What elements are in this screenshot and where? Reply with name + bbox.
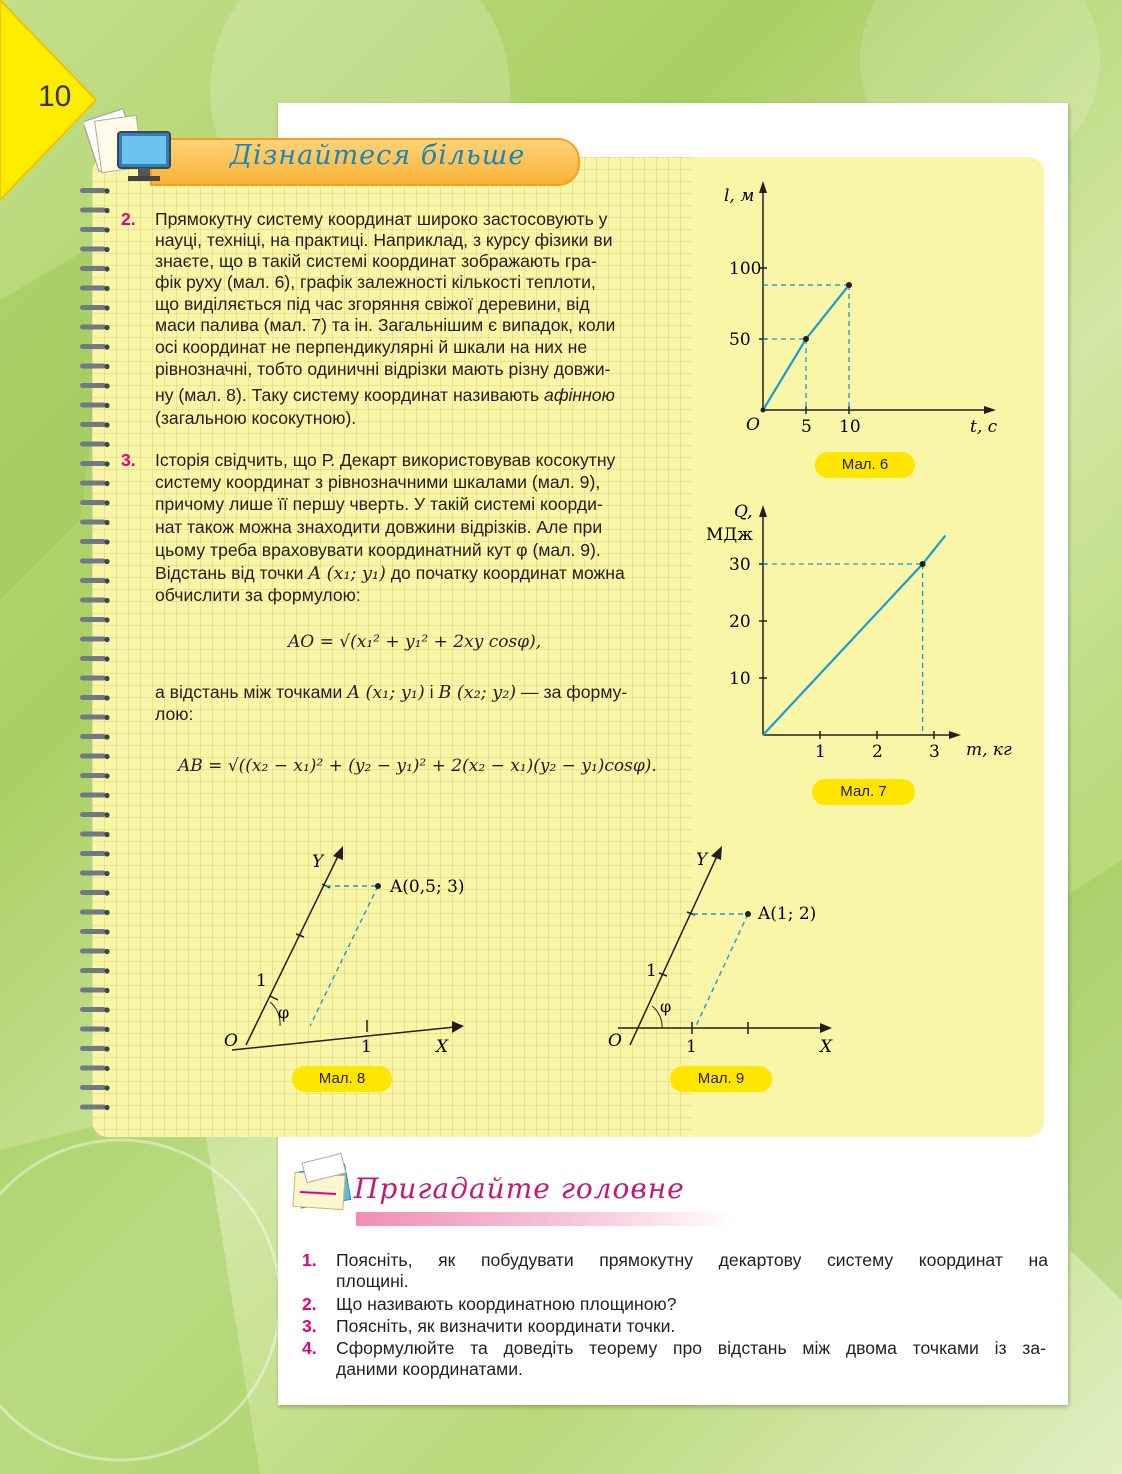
x-axis-arrow [820, 1023, 832, 1033]
question-number: 4. [302, 1338, 317, 1358]
text-line: рівнозначні, тобто одиничні відрізки мають різну довжи- [155, 359, 611, 379]
spiral-binding [78, 182, 112, 1127]
tick [270, 996, 278, 1000]
spiral-ring [80, 305, 106, 310]
spiral-hole [104, 929, 109, 934]
angle-label: φ [278, 1003, 290, 1022]
origin-label: O [608, 1031, 622, 1051]
text-line: фік руху (мал. 6), графік залежності кількості теплоти, [155, 272, 596, 292]
spiral-hole [104, 715, 109, 720]
figure-8-oblique-axes [210, 840, 510, 1070]
spiral-hole [104, 559, 109, 564]
figure-9-oblique-axes [600, 840, 880, 1070]
spiral-hole [104, 500, 109, 505]
spiral-ring [80, 500, 106, 505]
spiral-ring [80, 442, 106, 447]
spiral-ring [80, 793, 106, 798]
spiral-hole [104, 676, 109, 681]
caption-fig7: Мал. 7 [812, 779, 915, 805]
spiral-ring [80, 754, 106, 759]
spiral-hole [104, 890, 109, 895]
point-label: A(1; 2) [758, 904, 817, 924]
spiral-hole [104, 968, 109, 973]
spiral-hole [104, 1105, 109, 1110]
unit-x-label: 1 [686, 1037, 697, 1057]
spiral-hole [104, 227, 109, 232]
spiral-hole [104, 793, 109, 798]
text-line: причому лише її першу чверть. У такій системі коорди- [155, 494, 603, 514]
projection-line [310, 886, 378, 1026]
spiral-hole [104, 188, 109, 193]
y-tick-label: 50 [729, 330, 751, 350]
spiral-hole [104, 637, 109, 642]
figure-6-graph [700, 175, 1020, 445]
question-text: Поясніть, як побудувати прямокутну декартову систему координат на [336, 1250, 1048, 1270]
text-line: знаєте, що в такій системі координат зображають гра- [155, 251, 597, 271]
spiral-hole [104, 578, 109, 583]
notebook-icon [288, 1152, 354, 1214]
text-line: а відстань між точками A (x₁; y₁) і B (x₂; y₂) — за форму- [155, 682, 628, 703]
y-axis [246, 852, 340, 1045]
projection-line [695, 914, 748, 1028]
text-line: науці, техніці, на практиці. Наприклад, з курсу фізики ви [155, 230, 613, 250]
x-axis [232, 1027, 455, 1050]
spiral-ring [80, 286, 106, 291]
spiral-ring [80, 461, 106, 466]
spiral-ring [80, 1046, 106, 1051]
spiral-hole [104, 1046, 109, 1051]
spiral-ring [80, 890, 106, 895]
caption-fig6: Мал. 6 [815, 452, 915, 478]
x-axis-arrow [984, 406, 996, 414]
spiral-ring [80, 1085, 106, 1090]
spiral-ring [80, 481, 106, 486]
spiral-ring [80, 188, 106, 193]
question-text: даними координатами. [336, 1359, 523, 1379]
data-point [803, 336, 809, 342]
text-line: осі координат не перпендикулярні й шкали на них не [155, 337, 588, 357]
computer-icon [84, 108, 180, 188]
spiral-hole [104, 1027, 109, 1032]
spiral-hole [104, 773, 109, 778]
x-axis-label: X [436, 1037, 449, 1057]
spiral-ring [80, 695, 106, 700]
figure-7-graph [700, 495, 1030, 770]
point-a [745, 911, 751, 917]
spiral-ring [80, 598, 106, 603]
y-axis-unit: МДж [706, 525, 753, 545]
y-axis-arrow [759, 505, 767, 517]
spiral-hole [104, 325, 109, 330]
spiral-ring [80, 773, 106, 778]
text-line: обчислити за формулою: [155, 585, 361, 605]
x-axis-label: t, с [970, 417, 998, 437]
spiral-hole [104, 949, 109, 954]
spiral-ring [80, 1105, 106, 1110]
spiral-hole [104, 617, 109, 622]
spiral-ring [80, 734, 106, 739]
text-line: цьому треба враховувати координатний кут φ (мал. 9). [155, 540, 601, 560]
y-axis-label: Q, [734, 502, 753, 522]
y-axis-label: Y [312, 852, 324, 872]
text-line: Історія свідчить, що Р. Декарт використовував косокутну [155, 450, 616, 470]
spiral-ring [80, 520, 106, 525]
spiral-hole [104, 812, 109, 817]
point-notation: B (x₂; y₂) [438, 683, 517, 703]
page-number: 10 [38, 80, 72, 113]
spiral-ring [80, 422, 106, 427]
y-tick-label: 10 [729, 669, 751, 689]
point-notation: A (x₁; y₁) [308, 564, 386, 584]
section-title: Дізнайтеся більше [230, 140, 526, 171]
text-line: лою: [155, 704, 194, 724]
spiral-hole [104, 695, 109, 700]
caption-fig8: Мал. 8 [292, 1066, 392, 1092]
spiral-ring [80, 325, 106, 330]
spiral-hole [104, 1085, 109, 1090]
spiral-ring [80, 1027, 106, 1032]
x-tick-label: 2 [872, 742, 883, 762]
spiral-ring [80, 403, 106, 408]
unit-y-label: 1 [646, 961, 657, 981]
spiral-ring [80, 247, 106, 252]
text-line: що виділяється під час згоряння свіжої деревини, від [155, 294, 590, 314]
spiral-hole [104, 1066, 109, 1071]
spiral-hole [104, 851, 109, 856]
series-line [763, 536, 945, 736]
spiral-hole [104, 656, 109, 661]
spiral-hole [104, 422, 109, 427]
x-axis-label: X [820, 1037, 833, 1057]
angle-label: φ [660, 997, 672, 1016]
spiral-ring [80, 871, 106, 876]
formula-ab: AB = √((x₂ − x₁)² + (y₂ − y₁)² + 2(x₂ − x₁)(y₂ − y₁)cosφ). [178, 756, 657, 776]
spiral-ring [80, 1066, 106, 1071]
y-axis-label: l, м [724, 186, 755, 206]
spiral-ring [80, 910, 106, 915]
item-number: 2. [121, 209, 136, 229]
spiral-ring [80, 676, 106, 681]
spiral-ring [80, 344, 106, 349]
text-line: маси палива (мал. 7) та ін. Загальнішим є випадок, коли [155, 315, 616, 335]
question-text: площині. [336, 1271, 409, 1291]
x-tick-label: 5 [801, 417, 812, 437]
spiral-ring [80, 637, 106, 642]
spiral-hole [104, 1007, 109, 1012]
spiral-hole [104, 754, 109, 759]
spiral-hole [104, 286, 109, 291]
y-axis-arrow [333, 846, 343, 860]
spiral-ring [80, 1007, 106, 1012]
spiral-hole [104, 598, 109, 603]
y-axis-arrow [711, 846, 722, 860]
y-tick-label: 20 [729, 612, 751, 632]
spiral-ring [80, 383, 106, 388]
spiral-ring [80, 851, 106, 856]
spiral-ring [80, 559, 106, 564]
question-text: Сформулюйте та доведіть теорему про відстань між двома точками із за- [336, 1338, 1046, 1358]
spiral-ring [80, 266, 106, 271]
spiral-hole [104, 871, 109, 876]
spiral-ring [80, 968, 106, 973]
text-line: Прямокутну систему координат широко застосовують у [155, 209, 608, 229]
text-line: Відстань від точки A (x₁; y₁) до початку координат можна [155, 563, 625, 584]
text-line: систему координат з рівнозначними шкалами (мал. 9), [155, 472, 601, 492]
point-label: A(0,5; 3) [390, 877, 465, 897]
y-tick-label: 30 [729, 555, 751, 575]
unit-y-label: 1 [256, 971, 267, 991]
point-notation: A (x₁; y₁) [347, 683, 425, 703]
spiral-hole [104, 208, 109, 213]
spiral-hole [104, 481, 109, 486]
spiral-ring [80, 539, 106, 544]
recall-underline [356, 1212, 736, 1226]
question-text: Що називають координатною площиною? [336, 1294, 677, 1314]
question-text: Поясніть, як визначити координати точки. [336, 1316, 676, 1336]
data-point [920, 561, 926, 567]
spiral-hole [104, 539, 109, 544]
question-number: 1. [302, 1250, 317, 1270]
data-point [846, 282, 852, 288]
spiral-hole [104, 832, 109, 837]
caption-fig9: Мал. 9 [670, 1066, 772, 1092]
question-number: 2. [302, 1294, 317, 1314]
spiral-hole [104, 344, 109, 349]
x-tick-label: 1 [815, 742, 826, 762]
spiral-hole [104, 364, 109, 369]
y-axis [630, 854, 718, 1045]
x-tick-label: 3 [929, 742, 940, 762]
formula-ao: AO = √(x₁² + y₁² + 2xy cosφ), [288, 632, 542, 652]
x-tick-label: 10 [839, 417, 861, 437]
x-axis-arrow [949, 731, 961, 739]
spiral-hole [104, 305, 109, 310]
spiral-hole [104, 266, 109, 271]
spiral-ring [80, 578, 106, 583]
question-number: 3. [302, 1316, 317, 1336]
y-axis-arrow [759, 181, 767, 193]
data-point [761, 408, 766, 413]
spiral-ring [80, 656, 106, 661]
series-line [763, 285, 849, 410]
spiral-ring [80, 949, 106, 954]
spiral-hole [104, 383, 109, 388]
x-axis-label: m, кг [966, 740, 1012, 760]
spiral-ring [80, 364, 106, 369]
spiral-ring [80, 929, 106, 934]
y-tick-label: 100 [729, 259, 762, 279]
recall-title: Пригадайте головне [354, 1172, 685, 1205]
spiral-ring [80, 832, 106, 837]
spiral-hole [104, 734, 109, 739]
origin-label: O [224, 1031, 238, 1051]
x-axis-arrow [452, 1021, 464, 1033]
spiral-ring [80, 812, 106, 817]
spiral-ring [80, 715, 106, 720]
origin-label: O [746, 415, 760, 435]
text-line: нат також можна знаходити довжини відрізків. Але при [155, 517, 603, 537]
y-axis-label: Y [696, 850, 708, 870]
spiral-ring [80, 617, 106, 622]
spiral-ring [80, 988, 106, 993]
spiral-hole [104, 247, 109, 252]
item-number: 3. [121, 450, 136, 470]
spiral-ring [80, 227, 106, 232]
unit-x-label: 1 [361, 1037, 372, 1057]
spiral-hole [104, 520, 109, 525]
text-line: (загальною косокутною). [155, 408, 357, 428]
spiral-hole [104, 988, 109, 993]
point-a [375, 883, 381, 889]
spiral-ring [80, 208, 106, 213]
spiral-hole [104, 403, 109, 408]
spiral-hole [104, 910, 109, 915]
spiral-hole [104, 461, 109, 466]
text-line: ну (мал. 8). Таку систему координат називають афінною [155, 385, 615, 405]
spiral-hole [104, 442, 109, 447]
term-emphasis: афінною [544, 385, 615, 405]
